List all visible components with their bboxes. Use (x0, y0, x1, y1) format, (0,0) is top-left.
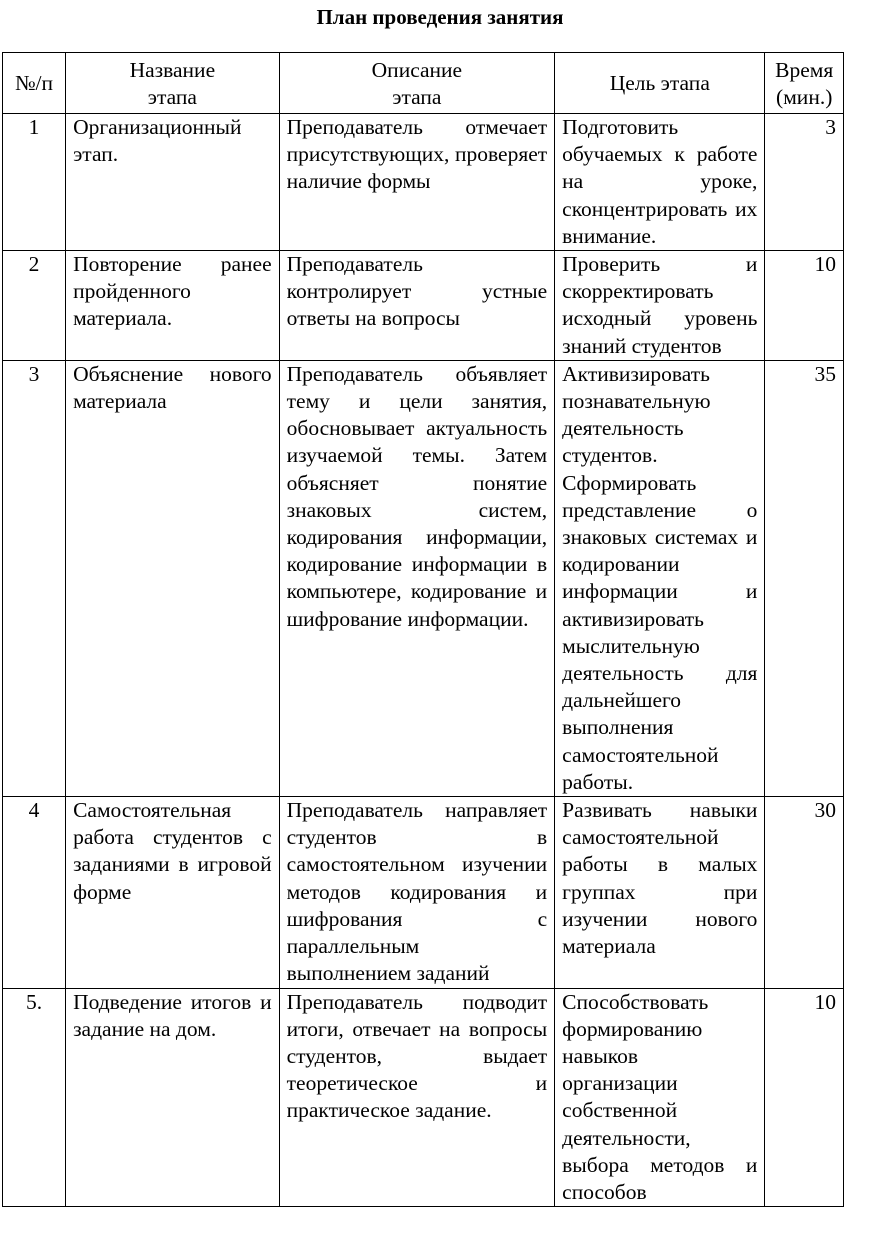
header-desc (279, 53, 555, 114)
stage-name: Самостоятельная работа студентов с заданиями в игровой форме (66, 797, 280, 988)
stage-time: 3 (765, 114, 844, 251)
stage-goal: Активизировать познавательную деятельность студентов. Сформировать представление о знаковых системах и кодировании информации и активизировать мыслительную деятельность для дальнейшего выполнения самостоятельной работы. (555, 360, 765, 796)
stage-description: Преподаватель отмечает присутствующих, проверяет наличие формы (279, 114, 555, 251)
header-num: №/п (3, 53, 66, 114)
stage-description: Преподаватель контролирует устные ответы на вопросы (279, 251, 555, 361)
table-row (3, 251, 844, 361)
stage-time: 35 (765, 360, 844, 796)
stage-name: Повторение ранее пройденного материала. (66, 251, 280, 361)
header-desc-line-1: Описание (371, 57, 463, 82)
row-number: 3 (3, 360, 66, 796)
stage-goal: Подготовить обучаемых к работе на уроке, сконцентрировать их внимание. (555, 114, 765, 251)
stage-description: Преподаватель подводит итоги, отвечает на вопросы студентов, выдает теоретическое и практическое задание. (279, 988, 555, 1207)
table-row (3, 114, 844, 251)
stage-description: Преподаватель направляет студентов в самостоятельном изучении методов кодирования и шифрования с параллельным выполнением заданий (279, 797, 555, 988)
stage-name: Организационный этап. (66, 114, 280, 251)
row-number: 4 (3, 797, 66, 988)
lesson-plan-table (2, 52, 844, 1207)
row-number: 5. (3, 988, 66, 1207)
stage-time: 10 (765, 988, 844, 1207)
header-time-line-2: (мин.) (776, 85, 833, 109)
header-goal: Цель этапа (555, 53, 765, 114)
stage-goal: Способствовать формированию навыков организации собственной деятельности, выбора методов и способов (555, 988, 765, 1207)
table-row (3, 797, 844, 988)
stage-description: Преподаватель объявляет тему и цели занятия, обосновывает актуальность изучаемой темы. Затем объясняет понятие знаковых систем, кодирования информации, кодирование информации в компьютере, кодирование и шифрование информации. (279, 360, 555, 796)
row-number: 2 (3, 251, 66, 361)
stage-goal: Проверить и скорректировать исходный уровень знаний студентов (555, 251, 765, 361)
header-time (765, 53, 844, 114)
header-name-line-1: Название (129, 57, 216, 82)
table-header-row (3, 53, 844, 114)
header-name (66, 53, 280, 114)
table-row (3, 988, 844, 1207)
row-number: 1 (3, 114, 66, 251)
stage-goal: Развивать навыки самостоятельной работы в малых группах при изучении нового материала (555, 797, 765, 988)
table-row (3, 360, 844, 796)
header-desc-line-2: этапа (392, 85, 442, 109)
header-time-line-1: Время (775, 57, 834, 82)
stage-time: 10 (765, 251, 844, 361)
stage-time: 30 (765, 797, 844, 988)
page-title: План проведения занятия (316, 5, 564, 29)
stage-name: Подведение итогов и задание на дом. (66, 988, 280, 1207)
stage-name: Объяснение нового материала (66, 360, 280, 796)
header-name-line-2: этапа (147, 85, 197, 109)
